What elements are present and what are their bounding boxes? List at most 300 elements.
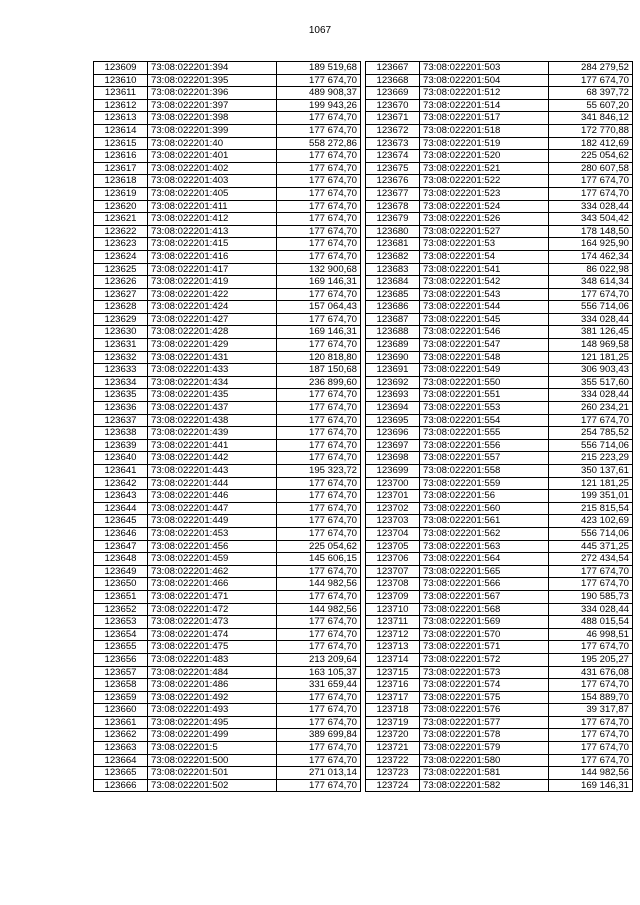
table-row [366,112,633,125]
table-row [94,603,361,616]
cadastral-number-cell: 73:08:022201:472 [148,603,277,616]
row-number-cell: 123671 [366,112,420,125]
row-number-cell: 123635 [94,389,148,402]
cadastral-number-cell: 73:08:022201:542 [420,276,549,289]
cadastral-number-cell: 73:08:022201:544 [420,301,549,314]
table-row [366,351,633,364]
row-number-cell: 123610 [94,74,148,87]
value-cell: 132 900,68 [277,263,361,276]
cadastral-number-cell: 73:08:022201:403 [148,175,277,188]
table-row [366,200,633,213]
value-cell: 215 815,54 [549,502,633,515]
cadastral-number-cell: 73:08:022201:504 [420,74,549,87]
row-number-cell: 123614 [94,124,148,137]
value-cell: 195 323,72 [277,465,361,478]
cadastral-number-cell: 73:08:022201:492 [148,691,277,704]
cadastral-number-cell: 73:08:022201:473 [148,616,277,629]
table-row [366,301,633,314]
row-number-cell: 123655 [94,641,148,654]
row-number-cell: 123694 [366,402,420,415]
row-number-cell: 123679 [366,213,420,226]
table-row [366,326,633,339]
table-row [366,767,633,780]
row-number-cell: 123724 [366,779,420,792]
cadastral-number-cell: 73:08:022201:578 [420,729,549,742]
value-cell: 145 606,15 [277,553,361,566]
row-number-cell: 123609 [94,62,148,75]
row-number-cell: 123691 [366,364,420,377]
cadastral-number-cell: 73:08:022201:56 [420,490,549,503]
row-number-cell: 123722 [366,754,420,767]
cadastral-number-cell: 73:08:022201:559 [420,477,549,490]
row-number-cell: 123696 [366,427,420,440]
cadastral-number-cell: 73:08:022201:431 [148,351,277,364]
cadastral-number-cell: 73:08:022201:475 [148,641,277,654]
value-cell: 177 674,70 [277,414,361,427]
cadastral-number-cell: 73:08:022201:555 [420,427,549,440]
value-cell: 381 126,45 [549,326,633,339]
cadastral-number-cell: 73:08:022201:405 [148,187,277,200]
table-row [366,150,633,163]
table-row [94,326,361,339]
table-row [94,679,361,692]
table-row [366,339,633,352]
table-row [94,402,361,415]
cadastral-number-cell: 73:08:022201:459 [148,553,277,566]
table-row [366,238,633,251]
table-row [366,402,633,415]
row-number-cell: 123720 [366,729,420,742]
table-row [366,704,633,717]
value-cell: 177 674,70 [277,691,361,704]
row-number-cell: 123659 [94,691,148,704]
value-cell: 68 397,72 [549,87,633,100]
cadastral-number-cell: 73:08:022201:483 [148,653,277,666]
row-number-cell: 123645 [94,515,148,528]
cadastral-number-cell: 73:08:022201:573 [420,666,549,679]
row-number-cell: 123690 [366,351,420,364]
row-number-cell: 123630 [94,326,148,339]
cadastral-number-cell: 73:08:022201:502 [148,779,277,792]
cadastral-number-cell: 73:08:022201:417 [148,263,277,276]
cadastral-number-cell: 73:08:022201:512 [420,87,549,100]
row-number-cell: 123687 [366,313,420,326]
cadastral-number-cell: 73:08:022201:574 [420,679,549,692]
cadastral-number-cell: 73:08:022201:402 [148,162,277,175]
table-row [366,137,633,150]
row-number-cell: 123623 [94,238,148,251]
table-row [366,62,633,75]
value-cell: 177 674,70 [277,716,361,729]
value-cell: 169 146,31 [549,779,633,792]
value-cell: 177 674,70 [277,527,361,540]
value-cell: 120 818,80 [277,351,361,364]
value-cell: 177 674,70 [549,74,633,87]
table-row [366,427,633,440]
cadastral-number-cell: 73:08:022201:575 [420,691,549,704]
row-number-cell: 123666 [94,779,148,792]
cadastral-number-cell: 73:08:022201:569 [420,616,549,629]
cadastral-number-cell: 73:08:022201:549 [420,364,549,377]
value-cell: 225 054,62 [277,540,361,553]
table-row [94,540,361,553]
row-number-cell: 123627 [94,288,148,301]
row-number-cell: 123615 [94,137,148,150]
cadastral-number-cell: 73:08:022201:456 [148,540,277,553]
row-number-cell: 123698 [366,452,420,465]
cadastral-number-cell: 73:08:022201:395 [148,74,277,87]
cadastral-number-cell: 73:08:022201:561 [420,515,549,528]
value-cell: 254 785,52 [549,427,633,440]
cadastral-number-cell: 73:08:022201:54 [420,250,549,263]
row-number-cell: 123633 [94,364,148,377]
table-row [94,427,361,440]
cadastral-number-cell: 73:08:022201:441 [148,439,277,452]
value-cell: 148 969,58 [549,339,633,352]
row-number-cell: 123653 [94,616,148,629]
cadastral-number-cell: 73:08:022201:543 [420,288,549,301]
row-number-cell: 123715 [366,666,420,679]
table-row [366,414,633,427]
cadastral-number-cell: 73:08:022201:546 [420,326,549,339]
value-cell: 177 674,70 [277,704,361,717]
value-cell: 86 022,98 [549,263,633,276]
table-row [366,628,633,641]
cadastral-number-cell: 73:08:022201:453 [148,527,277,540]
value-cell: 177 674,70 [277,742,361,755]
cadastral-number-cell: 73:08:022201:568 [420,603,549,616]
row-number-cell: 123706 [366,553,420,566]
value-cell: 177 674,70 [549,742,633,755]
table-row [366,691,633,704]
value-cell: 177 674,70 [549,716,633,729]
cadastral-number-cell: 73:08:022201:427 [148,313,277,326]
table-row [94,99,361,112]
cadastral-number-cell: 73:08:022201:53 [420,238,549,251]
table-row [366,175,633,188]
value-cell: 163 105,37 [277,666,361,679]
table-row [366,263,633,276]
row-number-cell: 123700 [366,477,420,490]
row-number-cell: 123652 [94,603,148,616]
row-number-cell: 123707 [366,565,420,578]
row-number-cell: 123705 [366,540,420,553]
value-cell: 177 674,70 [277,225,361,238]
cadastral-number-cell: 73:08:022201:415 [148,238,277,251]
row-number-cell: 123693 [366,389,420,402]
table-row [94,515,361,528]
value-cell: 236 899,60 [277,376,361,389]
table-row [94,742,361,755]
value-cell: 177 674,70 [549,754,633,767]
value-cell: 177 674,70 [277,200,361,213]
value-cell: 177 674,70 [277,402,361,415]
value-cell: 144 982,56 [549,767,633,780]
cadastral-number-cell: 73:08:022201:419 [148,276,277,289]
value-cell: 177 674,70 [277,515,361,528]
table-row [366,641,633,654]
table-row [94,477,361,490]
page-number: 1067 [308,25,332,36]
row-number-cell: 123721 [366,742,420,755]
cadastral-number-cell: 73:08:022201:444 [148,477,277,490]
value-cell: 177 674,70 [277,754,361,767]
row-number-cell: 123665 [94,767,148,780]
value-cell: 177 674,70 [277,590,361,603]
row-number-cell: 123709 [366,590,420,603]
value-cell: 334 028,44 [549,313,633,326]
row-number-cell: 123629 [94,313,148,326]
value-cell: 489 908,37 [277,87,361,100]
cadastral-number-cell: 73:08:022201:514 [420,99,549,112]
value-cell: 157 064,43 [277,301,361,314]
row-number-cell: 123637 [94,414,148,427]
table-row [94,666,361,679]
row-number-cell: 123621 [94,213,148,226]
cadastral-number-cell: 73:08:022201:548 [420,351,549,364]
table-row [94,767,361,780]
value-cell: 172 770,88 [549,124,633,137]
cadastral-number-cell: 73:08:022201:579 [420,742,549,755]
table-row [366,565,633,578]
row-number-cell: 123711 [366,616,420,629]
value-cell: 174 462,34 [549,250,633,263]
row-number-cell: 123670 [366,99,420,112]
cadastral-number-cell: 73:08:022201:560 [420,502,549,515]
value-cell: 177 674,70 [277,439,361,452]
value-cell: 177 674,70 [277,150,361,163]
value-cell: 154 889,70 [549,691,633,704]
table-row [94,754,361,767]
cadastral-number-cell: 73:08:022201:576 [420,704,549,717]
cadastral-number-cell: 73:08:022201:434 [148,376,277,389]
cadastral-number-cell: 73:08:022201:398 [148,112,277,125]
row-number-cell: 123703 [366,515,420,528]
row-number-cell: 123661 [94,716,148,729]
table-row [366,502,633,515]
table-row [94,124,361,137]
cadastral-number-cell: 73:08:022201:416 [148,250,277,263]
row-number-cell: 123663 [94,742,148,755]
row-number-cell: 123689 [366,339,420,352]
row-number-cell: 123641 [94,465,148,478]
value-cell: 177 674,70 [549,565,633,578]
value-cell: 177 674,70 [277,339,361,352]
value-cell: 284 279,52 [549,62,633,75]
cadastral-number-cell: 73:08:022201:40 [148,137,277,150]
cadastral-number-cell: 73:08:022201:545 [420,313,549,326]
value-cell: 177 674,70 [277,313,361,326]
row-number-cell: 123631 [94,339,148,352]
row-number-cell: 123704 [366,527,420,540]
row-number-cell: 123654 [94,628,148,641]
row-number-cell: 123622 [94,225,148,238]
value-cell: 558 272,86 [277,137,361,150]
cadastral-number-cell: 73:08:022201:523 [420,187,549,200]
table-row [366,250,633,263]
value-cell: 343 504,42 [549,213,633,226]
value-cell: 177 674,70 [277,389,361,402]
row-number-cell: 123620 [94,200,148,213]
row-number-cell: 123716 [366,679,420,692]
cadastral-number-cell: 73:08:022201:581 [420,767,549,780]
value-cell: 46 998,51 [549,628,633,641]
row-number-cell: 123701 [366,490,420,503]
table-row [366,74,633,87]
table-row [94,653,361,666]
value-cell: 199 351,01 [549,490,633,503]
row-number-cell: 123669 [366,87,420,100]
table-row [366,754,633,767]
table-row [366,87,633,100]
value-cell: 350 137,61 [549,465,633,478]
row-number-cell: 123710 [366,603,420,616]
value-cell: 177 674,70 [277,477,361,490]
cadastral-number-cell: 73:08:022201:435 [148,389,277,402]
value-cell: 177 674,70 [277,124,361,137]
table-row [94,389,361,402]
row-number-cell: 123677 [366,187,420,200]
value-cell: 341 846,12 [549,112,633,125]
value-cell: 177 674,70 [277,187,361,200]
cadastral-number-cell: 73:08:022201:501 [148,767,277,780]
cadastral-number-cell: 73:08:022201:558 [420,465,549,478]
cadastral-number-cell: 73:08:022201:518 [420,124,549,137]
row-number-cell: 123681 [366,238,420,251]
row-number-cell: 123662 [94,729,148,742]
table-row [366,729,633,742]
value-cell: 280 607,58 [549,162,633,175]
row-number-cell: 123702 [366,502,420,515]
value-cell: 488 015,54 [549,616,633,629]
table-row [94,490,361,503]
value-cell: 556 714,06 [549,527,633,540]
value-cell: 177 674,70 [277,490,361,503]
row-number-cell: 123675 [366,162,420,175]
table-row [94,578,361,591]
table-row [366,716,633,729]
table-row [94,225,361,238]
cadastral-number-cell: 73:08:022201:557 [420,452,549,465]
cadastral-number-cell: 73:08:022201:567 [420,590,549,603]
row-number-cell: 123647 [94,540,148,553]
cadastral-number-cell: 73:08:022201:524 [420,200,549,213]
value-cell: 445 371,25 [549,540,633,553]
row-number-cell: 123656 [94,653,148,666]
cadastral-number-cell: 73:08:022201:422 [148,288,277,301]
value-cell: 177 674,70 [277,213,361,226]
row-number-cell: 123673 [366,137,420,150]
cadastral-number-cell: 73:08:022201:520 [420,150,549,163]
row-number-cell: 123688 [366,326,420,339]
cadastral-number-cell: 73:08:022201:577 [420,716,549,729]
cadastral-number-cell: 73:08:022201:394 [148,62,277,75]
row-number-cell: 123683 [366,263,420,276]
value-cell: 182 412,69 [549,137,633,150]
row-number-cell: 123626 [94,276,148,289]
row-number-cell: 123674 [366,150,420,163]
table-row [94,628,361,641]
table-row [366,666,633,679]
cadastral-number-cell: 73:08:022201:566 [420,578,549,591]
table-row [94,616,361,629]
table-row [94,313,361,326]
row-number-cell: 123676 [366,175,420,188]
row-number-cell: 123718 [366,704,420,717]
value-cell: 225 054,62 [549,150,633,163]
row-number-cell: 123632 [94,351,148,364]
value-cell: 177 674,70 [549,729,633,742]
row-number-cell: 123719 [366,716,420,729]
cadastral-number-cell: 73:08:022201:550 [420,376,549,389]
cadastral-number-cell: 73:08:022201:401 [148,150,277,163]
cadastral-number-cell: 73:08:022201:547 [420,339,549,352]
table-row [94,150,361,163]
cadastral-number-cell: 73:08:022201:521 [420,162,549,175]
value-cell: 39 317,87 [549,704,633,717]
table-row [94,729,361,742]
table-row [366,465,633,478]
table-row [94,779,361,792]
value-cell: 177 674,70 [549,288,633,301]
cadastral-number-cell: 73:08:022201:553 [420,402,549,415]
row-number-cell: 123695 [366,414,420,427]
table-row [94,641,361,654]
cadastral-number-cell: 73:08:022201:447 [148,502,277,515]
table-row [366,553,633,566]
cadastral-number-cell: 73:08:022201:437 [148,402,277,415]
cadastral-number-cell: 73:08:022201:428 [148,326,277,339]
table-row [94,200,361,213]
table-row [94,452,361,465]
cadastral-number-cell: 73:08:022201:397 [148,99,277,112]
value-cell: 55 607,20 [549,99,633,112]
table-row [366,616,633,629]
value-cell: 334 028,44 [549,603,633,616]
value-cell: 556 714,06 [549,439,633,452]
value-cell: 177 674,70 [277,175,361,188]
table-row [366,527,633,540]
value-cell: 189 519,68 [277,62,361,75]
table-row [366,225,633,238]
table-row [94,691,361,704]
row-number-cell: 123639 [94,439,148,452]
row-number-cell: 123616 [94,150,148,163]
row-number-cell: 123717 [366,691,420,704]
cadastral-number-cell: 73:08:022201:474 [148,628,277,641]
row-number-cell: 123660 [94,704,148,717]
table-row [366,389,633,402]
value-cell: 199 943,26 [277,99,361,112]
cadastral-number-cell: 73:08:022201:399 [148,124,277,137]
cadastral-number-cell: 73:08:022201:438 [148,414,277,427]
table-row [366,288,633,301]
table-row [366,653,633,666]
table-row [366,578,633,591]
value-cell: 556 714,06 [549,301,633,314]
value-cell: 213 209,64 [277,653,361,666]
cadastral-number-cell: 73:08:022201:424 [148,301,277,314]
value-cell: 348 614,34 [549,276,633,289]
table-row [94,87,361,100]
row-number-cell: 123612 [94,99,148,112]
value-cell: 121 181,25 [549,351,633,364]
value-cell: 177 674,70 [277,288,361,301]
table-row [366,439,633,452]
value-cell: 177 674,70 [549,175,633,188]
row-number-cell: 123642 [94,477,148,490]
row-number-cell: 123713 [366,641,420,654]
